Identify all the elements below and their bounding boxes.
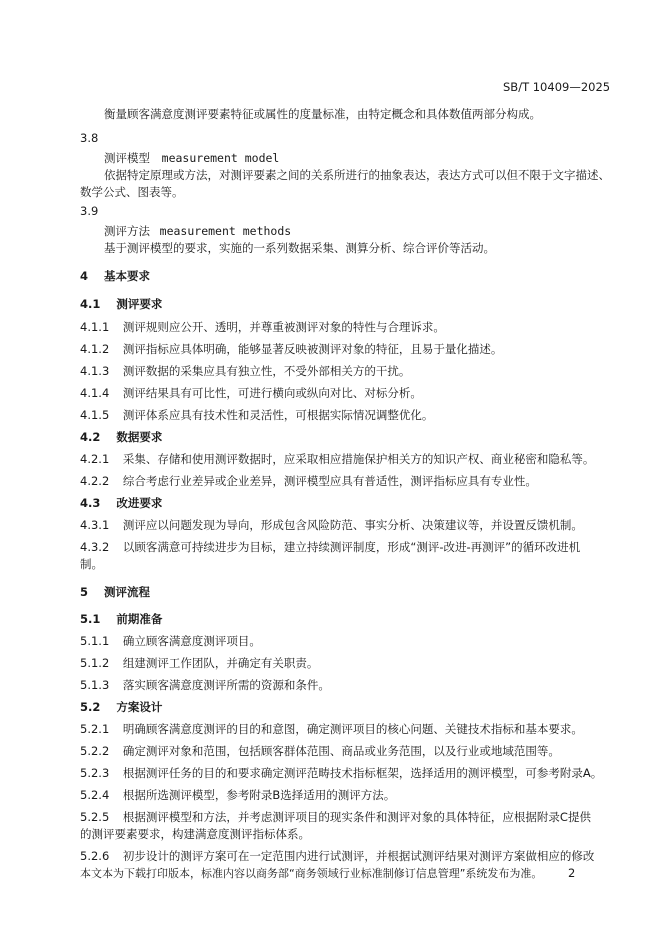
- clause-4-1-2: [80, 342, 502, 357]
- clause-text: 落实顾客满意度测评所需的资源和条件。: [122, 678, 330, 692]
- clause-number: 5.1.2: [80, 656, 110, 670]
- clause-text: 根据所选测评模型，参考附录B选择适用的测评方法。: [122, 788, 396, 802]
- clause-number: 4.1.3: [80, 364, 110, 378]
- clause-number: 4.3.2: [80, 540, 110, 554]
- clause-number: 5.2.6: [80, 849, 110, 863]
- s4-1-heading: [80, 297, 162, 312]
- clause-number: 4.1.1: [80, 320, 110, 334]
- clause-text: 测评指标应具体明确，能够显著反映被测评对象的特征，且易于量化描述。: [122, 342, 503, 356]
- term-3-8-number: 3.8: [80, 131, 99, 145]
- footer-note: 本文本为下载打印版本，标准内容以商务部“商务领域行业标准制修订信息管理”系统发布为准。: [80, 867, 543, 880]
- clause-text: 根据测评任务的目的和要求确定测评范畴技术指标框架，选择适用的测评模型，可参考附录A。: [122, 766, 603, 780]
- clause-5-2-2: [80, 744, 560, 759]
- section-4-heading: [80, 269, 150, 284]
- clause-text: 综合考虑行业差异或企业差异，测评模型应具有普适性，测评指标应具有专业性。: [122, 474, 537, 488]
- clause-text: 明确顾客满意度测评的目的和意图，确定测评项目的核心问题、关键技术指标和基本要求。: [122, 722, 583, 736]
- clause-5-2-1: [80, 722, 583, 737]
- clause-text: 测评体系应具有技术性和灵活性，可根据实际情况调整优化。: [122, 408, 434, 422]
- clause-text: 确立顾客满意度测评项目。: [122, 634, 261, 648]
- clause-5-2-6: [80, 849, 594, 864]
- term-3-9-cn: 测评方法: [104, 224, 150, 238]
- clause-text: 以顾客满意可持续进步为目标，建立持续测评制度，形成“测评-改进-再测评”的循环改进机: [122, 540, 581, 554]
- clause-number: 4.1.5: [80, 408, 110, 422]
- clause-5-2-4: [80, 788, 395, 803]
- section-5-title: 测评流程: [104, 585, 151, 599]
- clause-number: 4.1.4: [80, 386, 110, 400]
- clause-number: 4.3.1: [80, 518, 110, 532]
- s4-2-number: 4.2: [80, 430, 101, 444]
- term-3-9-definition: 基于测评模型的要求，实施的一系列数据采集、测算分析、综合评价等活动。: [104, 241, 495, 255]
- clause-4-3-1: [80, 518, 583, 533]
- clause-number: 4.2.1: [80, 452, 110, 466]
- clause-text: 测评结果具有可比性，可进行横向或纵向对比、对标分析。: [122, 386, 422, 400]
- clause-text: 确定测评对象和范围，包括顾客群体范围、商品或业务范围，以及行业或地域范围等。: [122, 744, 560, 758]
- clause-4-2-2: [80, 474, 537, 489]
- clause-text: 测评应以问题发现为导向，形成包含风险防范、事实分析、决策建议等，并设置反馈机制。: [122, 518, 583, 532]
- s5-2-title: 方案设计: [116, 700, 163, 714]
- s4-3-heading: [80, 496, 162, 511]
- term-3-9-heading: [104, 224, 291, 239]
- term-3-8-heading: [104, 151, 279, 166]
- clause-number: 4.1.2: [80, 342, 110, 356]
- standard-code: SB/T 10409—2025: [503, 80, 611, 94]
- clause-text: 测评数据的采集应具有独立性，不受外部相关方的干扰。: [122, 364, 411, 378]
- clause-4-1-3: [80, 364, 410, 379]
- clause-5-2-5-continued: 的测评要素要求，构建满意度测评指标体系。: [80, 827, 310, 841]
- term-3-8-definition-line1: 依据特定原理或方法，对测评要素之间的关系所进行的抽象表达，表达方式可以但不限于文字描述、: [104, 168, 610, 182]
- clause-5-1-3: [80, 678, 330, 693]
- s5-1-number: 5.1: [80, 612, 101, 626]
- clause-4-3-2: [80, 540, 580, 555]
- clause-number: 5.2.2: [80, 744, 110, 758]
- term-3-8-en: measurement model: [161, 151, 280, 165]
- clause-number: 5.2.3: [80, 766, 110, 780]
- s4-2-title: 数据要求: [116, 430, 163, 444]
- s5-2-number: 5.2: [80, 700, 101, 714]
- intro-line: 衡量顾客满意度测评要素特征或属性的度量标准，由特定概念和具体数值两部分构成。: [104, 107, 541, 121]
- term-3-8-definition-line2: 数学公式、图表等。: [80, 185, 184, 199]
- clause-number: 5.2.5: [80, 810, 110, 824]
- clause-4-1-5: [80, 408, 433, 423]
- s4-1-number: 4.1: [80, 297, 101, 311]
- section-4-title: 基本要求: [104, 269, 151, 283]
- s4-3-title: 改进要求: [116, 496, 163, 510]
- clause-text: 根据测评模型和方法，并考虑测评项目的现实条件和测评对象的具体特征，应根据附录C提供: [122, 810, 591, 824]
- clause-text: 组建测评工作团队，并确定有关职责。: [122, 656, 319, 670]
- clause-text: 初步设计的测评方案可在一定范围内进行试测评，并根据试测评结果对测评方案做相应的修改: [122, 849, 595, 863]
- clause-number: 5.1.1: [80, 634, 110, 648]
- clause-5-1-1: [80, 634, 261, 649]
- s4-3-number: 4.3: [80, 496, 101, 510]
- clause-text: 采集、存储和使用测评数据时，应采取相应措施保护相关方的知识产权、商业秘密和隐私等。: [122, 452, 595, 466]
- clause-5-1-2: [80, 656, 318, 671]
- term-3-9-en: measurement methods: [159, 224, 292, 238]
- s5-1-title: 前期准备: [116, 612, 163, 626]
- clause-4-2-1: [80, 452, 594, 467]
- clause-5-2-5: [80, 810, 591, 825]
- clause-5-2-3: [80, 766, 602, 781]
- section-4-number: 4: [80, 269, 89, 283]
- term-3-9-number: 3.9: [80, 204, 99, 218]
- s5-1-heading: [80, 612, 162, 627]
- term-3-8-cn: 测评模型: [104, 151, 150, 165]
- s4-1-title: 测评要求: [116, 297, 163, 311]
- clause-number: 4.2.2: [80, 474, 110, 488]
- clause-4-3-2-continued: 制。: [80, 557, 103, 571]
- section-5-number: 5: [80, 585, 89, 599]
- clause-number: 5.2.1: [80, 722, 110, 736]
- clause-number: 5.2.4: [80, 788, 110, 802]
- clause-text: 测评规则应公开、透明，并尊重被测评对象的特性与合理诉求。: [122, 320, 445, 334]
- section-5-heading: [80, 585, 150, 600]
- page-number: 2: [568, 866, 576, 880]
- clause-4-1-4: [80, 386, 422, 401]
- s4-2-heading: [80, 430, 162, 445]
- clause-4-1-1: [80, 320, 445, 335]
- s5-2-heading: [80, 700, 162, 715]
- clause-number: 5.1.3: [80, 678, 110, 692]
